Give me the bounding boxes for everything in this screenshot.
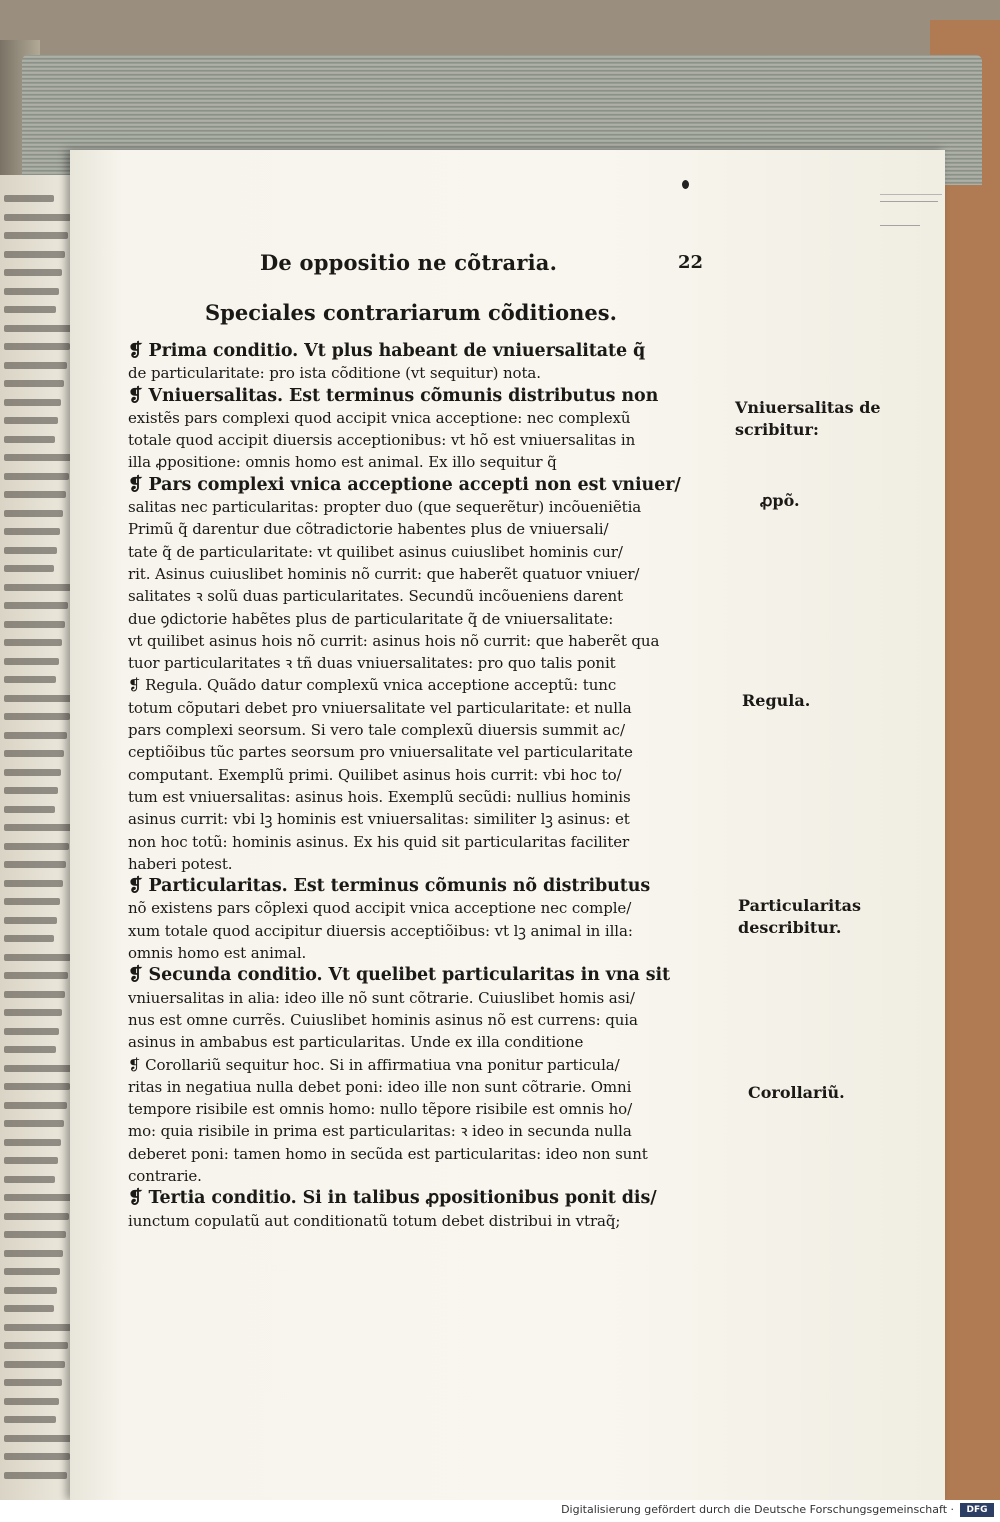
facing-page bbox=[0, 175, 80, 1500]
text-line: nõ existens pars cõplexi quod accipit vnica acceptione nec comple/ bbox=[128, 899, 632, 918]
facing-text-line bbox=[4, 1472, 67, 1479]
facing-text-line bbox=[4, 547, 57, 554]
text-line: pars complexi seorsum. Si vero tale complexũ diuersis summit ac/ bbox=[128, 721, 625, 740]
facing-text-line bbox=[4, 565, 54, 572]
facing-text-line bbox=[4, 806, 55, 813]
facing-text-line bbox=[4, 1379, 62, 1386]
text-line: tempore risibile est omnis homo: nullo tẽpore risibile est omnis ho/ bbox=[128, 1100, 633, 1119]
facing-text-line bbox=[4, 1102, 67, 1109]
text-line: haberi potest. bbox=[128, 854, 233, 873]
facing-text-line bbox=[4, 343, 70, 350]
dfg-logo: DFG bbox=[960, 1503, 994, 1517]
facing-text-line bbox=[4, 510, 63, 517]
facing-text-line bbox=[4, 399, 61, 406]
text-line: ritas in negatiua nulla debet poni: ideo ille non sunt cõtrarie. Omni bbox=[128, 1077, 632, 1096]
text-block bbox=[128, 340, 728, 1232]
facing-text-line bbox=[4, 787, 58, 794]
facing-text-line bbox=[4, 1435, 73, 1442]
facing-text-line bbox=[4, 935, 54, 942]
page-number: 22 bbox=[678, 252, 704, 273]
text-line: ❡ Regula. Quãdo datur complexũ vnica acceptione acceptũ: tunc bbox=[128, 676, 617, 695]
running-head bbox=[260, 250, 740, 278]
margin-note-line: describitur. bbox=[738, 918, 842, 937]
facing-text-line bbox=[4, 491, 66, 498]
facing-text-line bbox=[4, 1046, 56, 1053]
text-line: vniuersalitas in alia: ideo ille nõ sunt cõtrarie. Cuiuslibet homis asi/ bbox=[128, 988, 635, 1007]
facing-text-line bbox=[4, 454, 72, 461]
text-line: illa ꝓpositione: omnis homo est animal. Ex illo sequitur q̃ bbox=[128, 453, 557, 472]
text-line: nus est omne currẽs. Cuiuslibet hominis asinus nõ est currens: quia bbox=[128, 1010, 638, 1029]
margin-note bbox=[735, 397, 881, 441]
margin-note: Corollariũ. bbox=[748, 1083, 845, 1102]
text-line: tate q̃ de particularitate: vt quilibet asinus cuiuslibet hominis cur/ bbox=[128, 542, 623, 561]
facing-text-line bbox=[4, 1065, 73, 1072]
margin-note-line: Particularitas bbox=[738, 896, 861, 915]
facing-text-line bbox=[4, 1139, 61, 1146]
margin-note-line: scribitur: bbox=[735, 420, 819, 439]
text-line: totale quod accipit diuersis acceptionibus: vt hõ est vniuersalitas in bbox=[128, 431, 636, 450]
facing-text-line bbox=[4, 676, 56, 683]
facing-text-line bbox=[4, 602, 68, 609]
margin-note bbox=[738, 895, 861, 939]
text-line: due ꝯdictorie habẽtes plus de particularitate q̃ de vniuersalitate: bbox=[128, 609, 614, 628]
text-line: non hoc totũ: hominis asinus. Ex his quid sit particularitas faciliter bbox=[128, 832, 630, 851]
facing-text-line bbox=[4, 1194, 72, 1201]
facing-text-line bbox=[4, 436, 55, 443]
facing-text-line bbox=[4, 1157, 58, 1164]
text-line: asinus in ambabus est particularitas. Unde ex illa conditione bbox=[128, 1033, 584, 1052]
facing-text-line bbox=[4, 972, 68, 979]
text-line: tuor particularitates ꝛ tñ duas vniuersalitates: pro quo talis ponit bbox=[128, 654, 616, 673]
pencil-annotation bbox=[880, 194, 942, 259]
margin-note: ꝓpõ. bbox=[760, 491, 800, 510]
facing-text-line bbox=[4, 824, 72, 831]
margin-note: Regula. bbox=[742, 691, 811, 710]
facing-text-line bbox=[4, 269, 62, 276]
facing-text-line bbox=[4, 1324, 71, 1331]
facing-text-line bbox=[4, 473, 69, 480]
text-line: rit. Asinus cuiuslibet hominis nõ currit: que haberẽt quatuor vniuer/ bbox=[128, 564, 640, 583]
facing-text-line bbox=[4, 1231, 66, 1238]
facing-text-line bbox=[4, 1398, 59, 1405]
facing-text-line bbox=[4, 750, 64, 757]
facing-text-line bbox=[4, 1453, 70, 1460]
facing-text-line bbox=[4, 232, 68, 239]
facing-text-line bbox=[4, 214, 71, 221]
text-line: ❡ Vniuersalitas. Est terminus cõmunis distributus non bbox=[128, 385, 659, 406]
facing-text-line bbox=[4, 880, 63, 887]
facing-text-line bbox=[4, 917, 57, 924]
text-line: ❡ Tertia conditio. Si in talibus ꝓpositionibus ponit dis/ bbox=[128, 1188, 657, 1209]
text-line: computant. Exemplũ primi. Quilibet asinus hois currit: vbi hoc to/ bbox=[128, 765, 622, 784]
text-line: contrarie. bbox=[128, 1166, 202, 1185]
facing-text-line bbox=[4, 1028, 59, 1035]
facing-text-line bbox=[4, 1342, 68, 1349]
facing-text-line bbox=[4, 1268, 60, 1275]
ink-dot bbox=[682, 180, 689, 189]
text-line: xum totale quod accipitur diuersis acceptiõibus: vt lꝫ animal in illa: bbox=[128, 921, 633, 940]
facing-text-line bbox=[4, 1176, 55, 1183]
text-line: iunctum copulatũ aut conditionatũ totum debet distribui in vtraq̃; bbox=[128, 1211, 621, 1230]
facing-text-line bbox=[4, 861, 66, 868]
book-page bbox=[70, 150, 945, 1500]
facing-text-line bbox=[4, 695, 73, 702]
facing-text-line bbox=[4, 1083, 70, 1090]
facing-text-line bbox=[4, 1305, 54, 1312]
text-line: ❡ Pars complexi vnica acceptione accepti non est vniuer/ bbox=[128, 474, 681, 495]
text-line: ❡ Particularitas. Est terminus cõmunis nõ distributus bbox=[128, 876, 651, 897]
facing-text-line bbox=[4, 1213, 69, 1220]
text-line: existẽs pars complexi quod accipit vnica acceptione: nec complexũ bbox=[128, 408, 631, 427]
facing-text-line bbox=[4, 306, 56, 313]
text-line: ❡ Secunda conditio. Vt quelibet particularitas in vna sit bbox=[128, 965, 671, 986]
facing-text-line bbox=[4, 639, 62, 646]
facing-text-line bbox=[4, 288, 59, 295]
facing-text-line bbox=[4, 1120, 64, 1127]
text-line: tum est vniuersalitas: asinus hois. Exemplũ secũdi: nullius hominis bbox=[128, 787, 631, 806]
text-line: asinus currit: vbi lꝫ hominis est vniuersalitas: similiter lꝫ asinus: et bbox=[128, 810, 630, 829]
facing-text-line bbox=[4, 251, 65, 258]
text-line: vt quilibet asinus hois nõ currit: asinus hois nõ currit: que haberẽt qua bbox=[128, 631, 660, 650]
text-line: Primũ q̃ darentur due cõtradictorie habentes plus de vniuersali/ bbox=[128, 520, 609, 539]
text-line: totum cõputari debet pro vniuersalitate vel particularitate: et nulla bbox=[128, 698, 632, 717]
facing-text-line bbox=[4, 1361, 65, 1368]
facing-text-line bbox=[4, 1250, 63, 1257]
text-line: omnis homo est animal. bbox=[128, 944, 307, 963]
facing-text-line bbox=[4, 732, 67, 739]
facing-text-line bbox=[4, 954, 71, 961]
text-line: salitas nec particularitas: propter duo (que sequerẽtur) incõueniẽtia bbox=[128, 498, 642, 517]
facing-text-line bbox=[4, 362, 67, 369]
footer-bar bbox=[0, 1500, 1000, 1522]
margin-note-line: Vniuersalitas de bbox=[735, 398, 881, 417]
facing-text-line bbox=[4, 991, 65, 998]
text-line: ❡ Corollariũ sequitur hoc. Si in affirmatiua vna ponitur particula/ bbox=[128, 1055, 620, 1074]
facing-text-line bbox=[4, 713, 70, 720]
text-line: de particularitate: pro ista cõditione (vt sequitur) nota. bbox=[128, 364, 541, 383]
facing-text-line bbox=[4, 380, 64, 387]
section-heading: Speciales contrariarum cõditiones. bbox=[205, 300, 617, 325]
running-title: De oppositio ne cõtraria. bbox=[260, 250, 558, 275]
facing-text-line bbox=[4, 1287, 57, 1294]
facing-text-line bbox=[4, 621, 65, 628]
facing-text-line bbox=[4, 325, 73, 332]
text-line: mo: quia risibile in prima est particularitas: ꝛ ideo in secunda nulla bbox=[128, 1122, 632, 1141]
facing-text-line bbox=[4, 584, 71, 591]
facing-text-line bbox=[4, 528, 60, 535]
facing-text-line bbox=[4, 898, 60, 905]
facing-text-line bbox=[4, 1416, 56, 1423]
facing-text-line bbox=[4, 658, 59, 665]
facing-text-line bbox=[4, 1009, 62, 1016]
facing-text-line bbox=[4, 769, 61, 776]
funding-credit: Digitalisierung gefördert durch die Deutsche Forschungsgemeinschaft · bbox=[561, 1503, 954, 1516]
facing-text-line bbox=[4, 417, 58, 424]
text-line: deberet poni: tamen homo in secũda est particularitas: ideo non sunt bbox=[128, 1144, 648, 1163]
text-line: ❡ Prima conditio. Vt plus habeant de vniuersalitate q̃ bbox=[128, 341, 646, 361]
facing-text-line bbox=[4, 195, 54, 202]
text-line: salitates ꝛ solũ duas particularitates. Secundũ incõueniens darent bbox=[128, 587, 623, 606]
facing-text-line bbox=[4, 843, 69, 850]
text-line: ceptiõibus tũc partes seorsum pro vniuersalitate vel particularitate bbox=[128, 743, 633, 762]
